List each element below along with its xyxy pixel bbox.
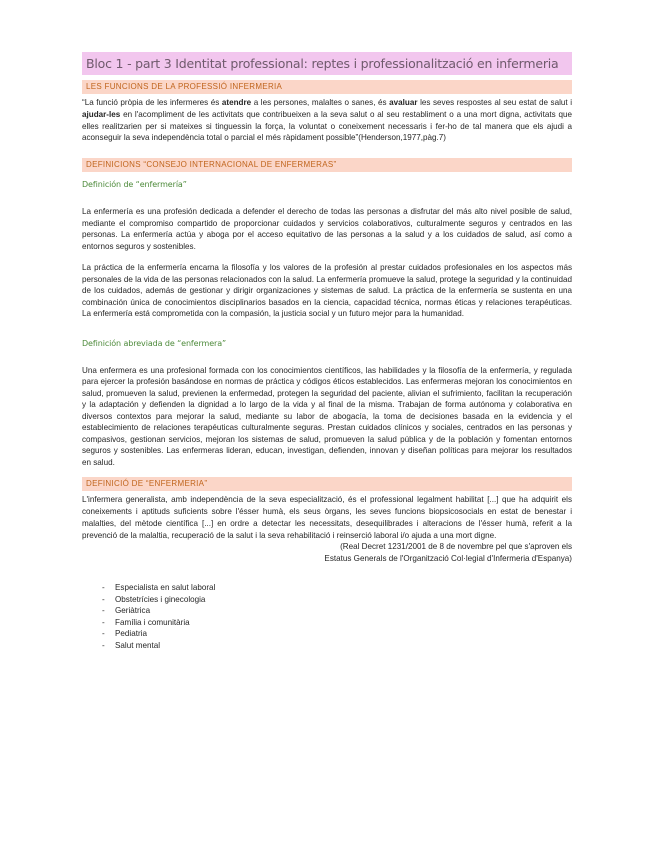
list-item: - Geriàtrica bbox=[82, 605, 572, 617]
paragraph-definicion-1: La enfermería es una profesión dedicada a defender el derecho de todas las personas a disfrutar del más alto nivel posible de salud, mediante el compromiso compartido de proporcionar cuidados y servicios colaborativos, culturalmente seguros y centrados en las personas. La enfermería actúa y aboga por el acceso equitativo de las personas a la salud y a los cuidados de salud, así como a entornos seguros y sostenibles. bbox=[82, 207, 572, 251]
list-item: - Especialista en salut laboral bbox=[82, 582, 572, 594]
henderson-quote: “La funció pròpia de les infermeres és atendre a les persones, malaltes o sanes, és avaluar les seves respostes al seu estat de salut i ajudar-les en l'acompliment de les activitats que contribueixen a la seva salut o al seu restabliment o a una mort digna, activitats que elles realitzarien per si mateixes si tinguessin la força, la voluntat o coneixement necessaris i fer-ho de tal manera que els ajudi a aconseguir la seva independència total o parcial el més ràpidament possible”(Henderson,1977,pàg.7) bbox=[82, 98, 572, 143]
list-item: - Pediatria bbox=[82, 628, 572, 640]
reference-line-2: Estatus Generals de l'Organització Col·legial d'Infermeria d'Espanya) bbox=[324, 554, 572, 564]
subheading-definicion-enfermeria: Definición de “enfermería” bbox=[82, 180, 187, 190]
list-item: - Família i comunitària bbox=[82, 617, 572, 629]
subheading-definicion-abreviada: Definición abreviada de “enfermera” bbox=[82, 338, 227, 348]
document-page bbox=[82, 52, 572, 652]
paragraph-infermera-generalista: L'infermera generalista, amb independència de la seva especialització, és el professional legalment habilitat [...] que ha adquirit els coneixements i aptituds suficients sobre l'ésser humà, els seus òrgans, les seves funcions biopsicosocials en estat de benestar i malalties, del mètode científica [...] en ordre a detectar les necessitats, desequilibrades i alteracions de l'ésser humà, referit a la prevenció de la malaltia, recuperació de la salut i la seva rehabilitació i reinserció laboral i/o ajuda a una mort digne. bbox=[82, 495, 572, 540]
specialties-list bbox=[82, 582, 572, 652]
section-heading-definiciones: DEFINICIONS “CONSEJO INTERNACIONAL DE ENFERMERAS” bbox=[82, 158, 572, 172]
paragraph-definicion-abreviada: Una enfermera es una profesional formada con los conocimientos científicos, las habilidades y la filosofía de la enfermería, y regulada para ejercer la profesión basándose en normas de práctica y códigos éticos establecidos. Las enfermeras mejoran los conocimientos en salud, promueven la salud, previenen la enfermedad, protegen la seguridad del paciente, alivian el sufrimiento, facilitan la recuperación y la adaptación y defienden la dignidad a lo largo de la vida y al final de la misma. Trabajan de forma autónoma y colaborativa en diversos contextos para mejorar la salud, mediante su labor de abogacía, la toma de decisiones basada en la evidencia y el establecimiento de relaciones terapéuticas culturalmente seguras. Prestan cuidados clínicos y sociales, centrados en las personas y compasivos, gestionan servicios, mejoran los sistemas de salud, promueven la salud pública y de la población y fomentan entornos seguros y sostenibles. Las enfermeras lideran, educan, investigan, defienden, innovan y diseñan políticas para mejorar los resultados en salud. bbox=[82, 365, 572, 467]
list-item: - Salut mental bbox=[82, 640, 572, 652]
document-title: Bloc 1 - part 3 Identitat professional: reptes i professionalització en infermeria bbox=[82, 52, 572, 75]
section-heading-funcions: LES FUNCIONS DE LA PROFESSIÓ INFERMERIA bbox=[82, 80, 572, 94]
reference-line-1: (Real Decret 1231/2001 de 8 de novembre pel que s'aproven els bbox=[340, 542, 572, 552]
paragraph-definicion-2: La práctica de la enfermería encarna la filosofía y los valores de la profesión al prestar cuidados profesionales en los aspectos más personales de la vida de las personas relacionados con la salud. La enfermería promueve la salud, protege la seguridad y la continuidad de los cuidados, además de gestionar y dirigir organizaciones y sistemas de salud. La práctica de la enfermería se sustenta en una combinación única de conocimientos disciplinarios basados en la ciencia, capacidad técnica, normas éticas y relaciones terapéuticas. La enfermería está comprometida con la compasión, la justicia social y un futuro mejor para la humanidad. bbox=[82, 263, 572, 319]
list-item: - Obstetrícies i ginecologia bbox=[82, 594, 572, 606]
section-heading-definicio-enfermeria: DEFINICIÓ DE “ENFERMERIA” bbox=[82, 477, 572, 491]
